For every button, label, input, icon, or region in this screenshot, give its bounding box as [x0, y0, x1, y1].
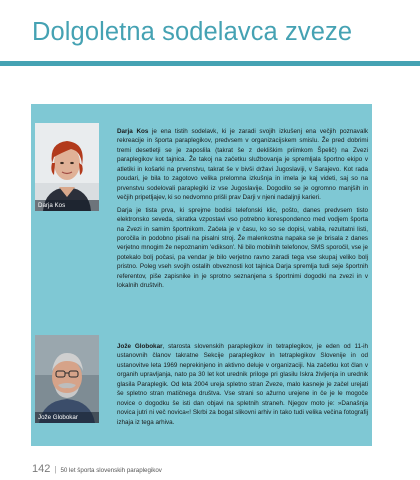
page-title: Dolgoletna sodelavca zveze — [32, 18, 353, 46]
page-footer — [32, 463, 162, 475]
photo-caption: Darja Kos — [35, 200, 99, 211]
bio-text: , starosta slovenskih paraplegikov in tetraplegikov, je eden od 11-ih ustanovnih članov takratne Sekcije paraplegikov in tetraplegikov Slovenije in od ustanovitve leta 1969 neprekinjeno in aktivno deluje v organizaciji. Na začetku kot član v organih upravljanja, nato pa 30 let kot urednik priloge pri glasilu Iskra življenja in urednik glasila Paraplegik. Od leta 2004 ureja spletno stran Zveze, malo kasneje je začel urejati še spletno stran matičnega društva. Vse strani so ažurno urejene in če je le mogoče novice o dogodku še isti dan objavi na spletnih straneh. Njegov moto je: »Današnja novica jutri ni več novica«! Skrbi za bogat slikovni arhiv in tako tudi velika večina fotografij izhaja iz tega arhiva. — [117, 343, 369, 426]
bio-darja-kos — [117, 127, 368, 294]
portrait-image — [35, 123, 99, 211]
person-name: Darja Kos — [117, 128, 149, 135]
page-number: 142 — [32, 463, 51, 475]
footer-separator: | — [54, 465, 57, 474]
photo-caption: Jože Globokar — [35, 412, 99, 423]
bio-joze-globokar — [117, 342, 368, 430]
portrait-image — [35, 335, 99, 423]
bio-paragraph — [117, 127, 368, 203]
header-band — [0, 61, 420, 66]
bio-paragraph: Darja je tista prva, ki sprejme bodisi telefonski klic, pošto, danes predvsem tisto elektronsko seveda, skratka vzpostavi vso potrebno korespondenco med vodjem športa na Zvezi in samim športnikom. Začela je v času, ko so se dopisi, vabila, rezultatni listi, poročila in podobno pisali na pisalni stroj. Že malenkostna napaka se je brisala z danes verjetno mnogim že nepoznanim 'edikson'. Ni bilo mobilnih telefonov, SMS sporočil, vse je potekalo bolj počasi, pa vendar je bilo verjetno ravno zaradi tega vse skupaj veliko bolj pristno. Poleg vseh svojih ostalih obveznosti kot tajnica Darja spremlja tudi seje športnih referentov, piše zapisnike in je sprotno seznanjena s športnimi dogodki na zvezi in v lokalnih društvih. — [117, 206, 368, 290]
portrait-darja-kos — [35, 123, 99, 211]
person-name: Jože Globokar — [117, 343, 163, 350]
bio-text: je ena tistih sodelavk, ki je zaradi svojih izkušenj ena večjih poznavalk rekreacije in športa paraplegikov, predvsem v organizacijskem smislu. Že pred dobrimi tremi desetletji se je zaposlila (takrat še z dekliškim priimkom Špelič) na Zvezi paraplegikov kot tajnica. Že takoj na začetku službovanja je spremljala športno ekipo v atletiki in košarki na prvenstvu, takrat še v bivši državi Jugoslaviji, v Sarajevo. Kot rada poudari, je bila to zagotovo velika prelomna izkušnja in imela je kaj videti, saj so na prvenstvu sodelovali paraplegiki iz vse Jugoslavije. Dogodilo se je ogromno manjših in večjih pripetljajev, ki so nedvomno prišli prav Darji v njeni nadaljnji karieri. — [117, 128, 368, 202]
bio-paragraph — [117, 342, 368, 427]
book-title: 50 let športa slovenskih paraplegikov — [60, 467, 162, 474]
portrait-joze-globokar — [35, 335, 99, 423]
